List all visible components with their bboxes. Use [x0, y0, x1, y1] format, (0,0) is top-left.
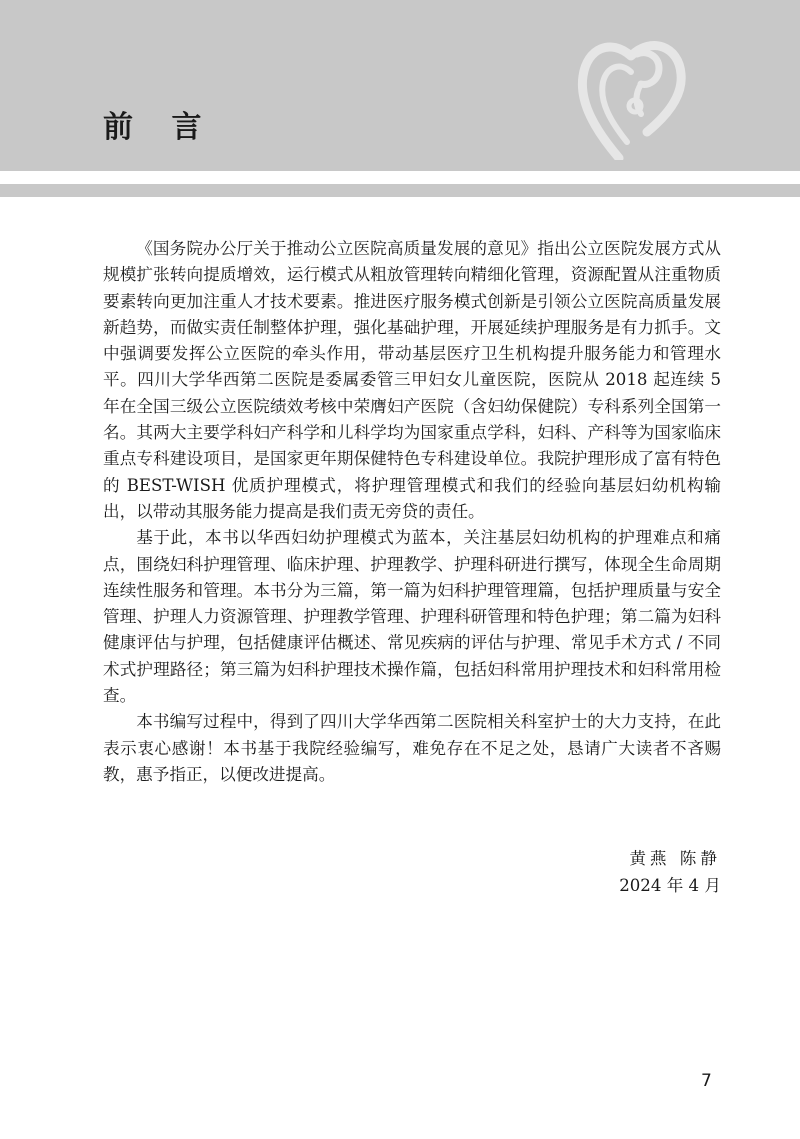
signature-date: 2024 年 4 月	[619, 876, 721, 895]
signature-block	[619, 845, 721, 899]
paragraph: 基于此，本书以华西妇幼护理模式为蓝本，关注基层妇幼机构的护理难点和痛点，围绕妇科护理管理、临床护理、护理教学、护理科研进行撰写，体现全生命周期连续性服务和管理。本书分为三篇，第一篇为妇科护理管理篇，包括护理质量与安全管理、护理人力资源管理、护理教学管理、护理科研管理和特色护理；第二篇为妇科健康评估与护理，包括健康评估概述、常见疾病的评估与护理、常见手术方式 / 不同术式护理路径；第三篇为妇科护理技术操作篇，包括妇科常用护理技术和妇科常用检查。	[103, 528, 721, 706]
paragraph: 本书编写过程中，得到了四川大学华西第二医院相关科室护士的大力支持，在此表示衷心感谢！本书基于我院经验编写，难免存在不足之处，恳请广大读者不吝赐教，惠予指正，以便改进提高。	[103, 712, 721, 784]
author-names: 黄燕 陈静	[629, 849, 721, 868]
page-title: 前 言	[103, 110, 216, 145]
preface-body	[103, 236, 721, 788]
page-number: 7	[701, 1071, 712, 1091]
header-divider	[0, 184, 800, 197]
heart-mother-child-logo-icon	[575, 10, 687, 160]
paragraph: 《国务院办公厅关于推动公立医院高质量发展的意见》指出公立医院发展方式从规模扩张转向提质增效，运行模式从粗放管理转向精细化管理，资源配置从注重物质要素转向更加注重人才技术要素。推进医疗服务模式创新是引领公立医院高质量发展新趋势，而做实责任制整体护理，强化基础护理，开展延续护理服务是有力抓手。文中强调要发挥公立医院的牵头作用，带动基层医疗卫生机构提升服务能力和管理水平。四川大学华西第二医院是委属委管三甲妇女儿童医院，医院从 2018 起连续 5 年在全国三级公立医院绩效考核中荣膺妇产医院（含妇幼保健院）专科系列全国第一名。其两大主要学科妇产科学和儿科学均为国家重点学科，妇科、产科等为国家临床重点专科建设项目，是国家更年期保健特色专科建设单位。我院护理形成了富有特色的 BEST-WISH 优质护理模式，将护理管理模式和我们的经验向基层妇幼机构输出，以带动其服务能力提高是我们责无旁贷的责任。	[103, 239, 721, 521]
